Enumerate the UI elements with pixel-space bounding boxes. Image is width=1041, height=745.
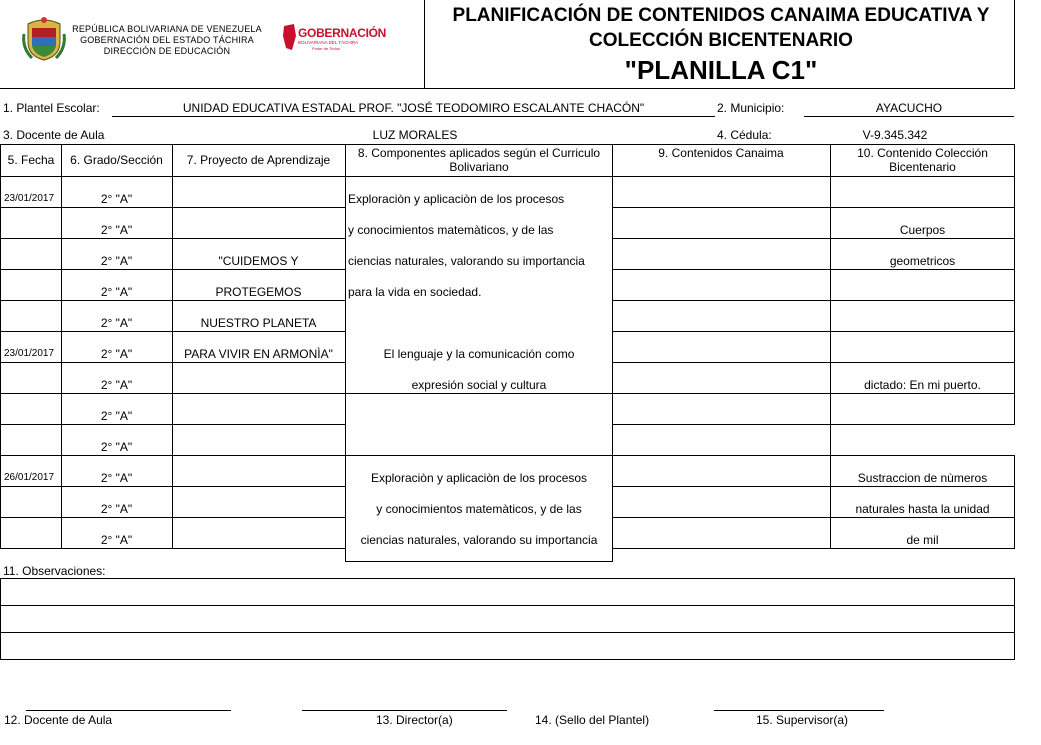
componentes-line: ciencias naturales, valorando su importancia [360,533,598,547]
observaciones-line [0,605,1015,606]
signature-line-director [302,710,507,711]
municipio-underline [804,116,1014,117]
table-row-line [612,300,1015,301]
grade-cell: 2° "A" [100,223,133,237]
grade-cell: 2° "A" [100,254,133,268]
institution-line: GOBERNACIÓN DEL ESTADO TÁCHIRA [80,35,254,45]
header-componentes [345,146,613,174]
gobernacion-logo-text: GOBERNACIÓN [298,26,387,40]
header-line: 8. Componentes aplicados según el Curriculo [357,146,601,160]
coleccion-line: dictado: En mi puerto. [864,378,981,392]
date-cell: 23/01/2017 [4,193,55,204]
institution-line: DIRECCIÓN DE EDUCACIÓN [103,46,231,56]
date-cell: 26/01/2017 [4,472,55,483]
table-column-line [830,144,831,548]
table-row-line [612,393,830,394]
title-line: COLECCIÓN BICENTENARIO [589,30,853,51]
header-line: Bicentenario [889,160,956,174]
table-row-line [0,548,346,549]
signature-supervisor-label: 15. Supervisor(a) [756,713,849,727]
table-row-line [830,393,1015,394]
coleccion-line: geometricos [889,254,956,268]
table-row-line [612,269,1015,270]
gobernacion-logo-tagline: Poder de Todos [312,46,340,51]
table-row-line [612,548,1015,549]
proyecto-line: PARA VIVIR EN ARMONÌA" [184,347,333,361]
componentes-line: Exploraciòn y aplicaciòn de los procesos [370,471,588,485]
observaciones-border [0,578,1,660]
table-row-line [0,331,346,332]
observaciones-line [0,578,1015,579]
componentes-line: para la vida en sociedad. [348,285,482,299]
header-coleccion [830,146,1015,174]
header-bottom-border [0,88,1015,89]
header-line: 10. Contenido Colección [857,146,988,160]
componentes-line: El lenguaje y la comunicación como [383,347,575,361]
table-row-line [0,424,346,425]
proyecto-line: PROTEGEMOS [215,285,302,299]
table-row-line [0,362,346,363]
coleccion-line: naturales hasta la unidad [855,502,990,516]
componentes-line: expresión social y cultura [411,378,547,392]
page-title [426,3,1016,53]
componentes-line: ciencias naturales, valorando su importancia [348,254,585,268]
municipio-label: 2. Municipio: [717,101,785,115]
signature-sello-label: 14. (Sello del Plantel) [535,713,650,727]
header-canaima: 9. Contenidos Canaima [658,146,784,160]
header-grado: 6. Grado/Sección [70,153,163,167]
grade-cell: 2° "A" [100,192,133,206]
signature-line-docente [26,710,231,711]
signature-director-label: 13. Director(a) [376,713,453,727]
table-row-line [612,331,1015,332]
componentes-line: y conocimientos matemàticos, y de las [376,502,582,516]
grade-cell: 2° "A" [100,347,133,361]
table-row-line [612,486,1015,487]
observaciones-line [0,659,1015,660]
table-column-line [0,144,1,548]
grade-cell: 2° "A" [100,409,133,423]
grade-cell: 2° "A" [100,378,133,392]
docente-value: LUZ MORALES [372,128,458,142]
docente-label: 3. Docente de Aula [3,128,105,142]
cedula-label: 4. Cédula: [717,128,772,142]
signature-line-supervisor [714,710,884,711]
grade-cell: 2° "A" [100,285,133,299]
table-column-line [172,144,173,548]
form-name: "PLANILLA C1" [624,55,818,85]
cedula-value: V-9.345.342 [862,128,928,142]
proyecto-line: NUESTRO PLANETA [200,316,317,330]
coleccion-line: Cuerpos [899,223,946,237]
table-row-line [0,207,346,208]
title-line: PLANIFICACIÓN DE CONTENIDOS CANAIMA EDUCATIVA Y [452,5,990,26]
table-row-line [612,176,1015,177]
signature-docente-label: 12. Docente de Aula [4,713,113,727]
header-divider [424,0,425,88]
plantel-label: 1. Plantel Escolar: [3,101,100,115]
table-row-line [612,238,1015,239]
state-coat-of-arms-icon [22,14,66,62]
table-row-line [0,517,346,518]
table-row-line [345,455,613,456]
table-row-line [0,144,1015,145]
table-row-line [0,486,346,487]
coleccion-line: Sustraccion de nùmeros [857,471,988,485]
table-row-line [0,393,346,394]
header-fecha: 5. Fecha [7,153,55,167]
table-row-line [0,269,346,270]
table-row-line [0,238,346,239]
gobernacion-logo-subtitle: BOLIVARIANA DEL TÁCHIRA [298,40,359,45]
table-row-line [345,176,613,177]
table-row-line [345,393,613,394]
observaciones-label: 11. Observaciones: [3,564,106,578]
observaciones-border [1014,578,1015,660]
table-row-line [612,424,1015,425]
table-row-line [0,300,346,301]
grade-cell: 2° "A" [100,440,133,454]
table-row-line [612,517,1015,518]
grade-cell: 2° "A" [100,471,133,485]
grade-cell: 2° "A" [100,316,133,330]
header-line: Bolivariano [449,160,509,174]
table-row-line [0,455,346,456]
plantel-underline [112,116,715,117]
table-row-line [612,455,1015,456]
componentes-line: y conocimientos matemàticos, y de las [348,223,554,237]
institution-header [66,24,268,57]
municipio-value: AYACUCHO [875,101,943,115]
componentes-line: Exploraciòn y aplicaciòn de los procesos [348,192,565,206]
header-proyecto: 7. Proyecto de Aprendizaje [186,153,331,167]
table-row-line [0,176,346,177]
table-row-line [612,362,1015,363]
table-row-line [612,207,1015,208]
observaciones-line [0,632,1015,633]
institution-line: REPÚBLICA BOLIVARIANA DE VENEZUELA [72,24,262,34]
proyecto-line: "CUIDEMOS Y [218,254,299,268]
grade-cell: 2° "A" [100,502,133,516]
plantel-value: UNIDAD EDUCATIVA ESTADAL PROF. "JOSÉ TEODOMIRO ESCALANTE CHACÓN" [182,101,645,115]
table-row-line [345,561,613,562]
date-cell: 23/01/2017 [4,348,55,359]
coleccion-line: de mil [906,533,939,547]
grade-cell: 2° "A" [100,533,133,547]
